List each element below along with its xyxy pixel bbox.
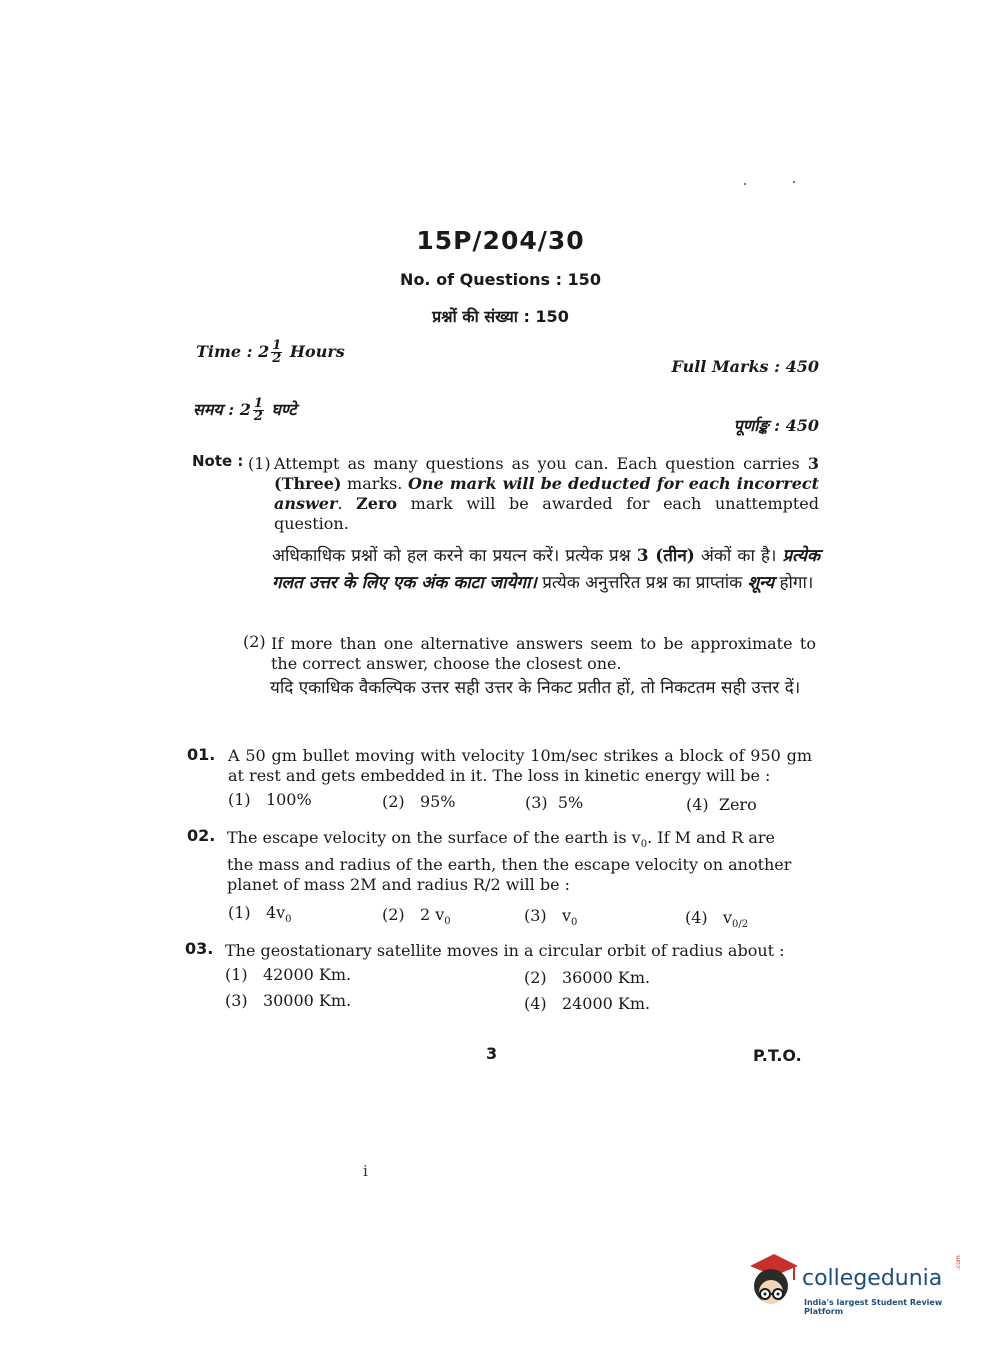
- pto-label: P.T.O.: [753, 1046, 802, 1065]
- question-1-option-3: (3) 5%: [525, 793, 584, 812]
- mascot-icon: [742, 1250, 800, 1312]
- logo-name: collegedunia: [802, 1266, 943, 1291]
- scan-speck: [793, 181, 795, 183]
- note-2-number: (2): [243, 632, 266, 651]
- fraction-half: $\frac{1}{2}$: [253, 396, 263, 424]
- note-2-hindi: यदि एकाधिक वैकल्पिक उत्तर सही उत्तर के निकट प्रतीत हों, तो निकटतम सही उत्तर दें।: [270, 678, 801, 698]
- paper-code: 15P/204/30: [416, 226, 585, 255]
- note-1-english: Attempt as many questions as you can. Each question carries 3 (Three) marks. One mark will be deducted for each incorrect answer. Zero mark will be awarded for each unattempted question.: [274, 454, 820, 533]
- note-label: Note :: [192, 452, 244, 470]
- question-1-number: 01.: [187, 745, 216, 764]
- question-1-option-2: (2) 95%: [382, 792, 456, 811]
- question-1-text: A 50 gm bullet moving with velocity 10m/sec strikes a block of 950 gm at rest and gets embedded in it. The loss in kinetic energy will be :: [228, 746, 812, 785]
- question-2-option-1: (1) $4v_0$: [228, 903, 292, 926]
- number-of-questions: No. of Questions : 150: [400, 270, 601, 289]
- question-2-option-2: (2) 2 $v_0$: [382, 905, 451, 928]
- time-hindi: समय : 2 $\frac{1}{2}$ घण्टे: [193, 396, 297, 424]
- note-1-number: (1): [248, 454, 271, 473]
- question-1-option-4: (4) Zero: [686, 795, 757, 814]
- note-2-english: If more than one alternative answers seem to be approximate to the correct answer, choose the closest one.: [271, 634, 816, 673]
- logo-tld: .com: [955, 1255, 962, 1270]
- stray-mark: i: [363, 1162, 368, 1180]
- page-number: 3: [486, 1044, 498, 1063]
- question-3-option-2: (2) 36000 Km.: [524, 968, 651, 987]
- question-1-option-1: (1) 100%: [228, 790, 312, 809]
- collegedunia-logo: [742, 1250, 967, 1320]
- question-2-option-3: (3) $v_0$: [524, 906, 578, 929]
- question-3-number: 03.: [185, 939, 214, 958]
- question-2-option-4: (4) $v_{0/2}$: [685, 908, 749, 931]
- logo-tagline: India's largest Student Review Platform: [804, 1298, 943, 1316]
- question-3-text: The geostationary satellite moves in a circular orbit of radius about :: [225, 941, 785, 960]
- number-of-questions-hindi: प्रश्नों की संख्या : 150: [432, 307, 569, 326]
- question-3-option-4: (4) 24000 Km.: [524, 994, 651, 1013]
- full-marks-english: Full Marks : 450: [671, 357, 819, 376]
- question-3-option-1: (1) 42000 Km.: [225, 965, 352, 984]
- question-2-text: The escape velocity on the surface of the earth is $v_0$. If M and R are the mass and radius of the earth, then the escape velocity on another planet of mass 2M and radius R/2 will be :: [227, 828, 792, 895]
- time-english: Time : 2 $\frac{1}{2}$ Hours: [196, 338, 345, 366]
- note-1-hindi: अधिकाधिक प्रश्नों को हल करने का प्रयत्न करें। प्रत्येक प्रश्न 3 (तीन) अंकों का है। प्रत्येक गलत उत्तर के लिए एक अंक काटा जायेगा। प्रत्येक अनुत्तरित प्रश्न का प्राप्तांक शून्य होगा।: [272, 546, 821, 593]
- scan-speck: [744, 183, 746, 185]
- fraction-half: $\frac{1}{2}$: [272, 338, 282, 366]
- question-3-option-3: (3) 30000 Km.: [225, 991, 352, 1010]
- full-marks-hindi: पूर्णाङ्क : 450: [733, 416, 819, 435]
- question-2-number: 02.: [187, 826, 216, 845]
